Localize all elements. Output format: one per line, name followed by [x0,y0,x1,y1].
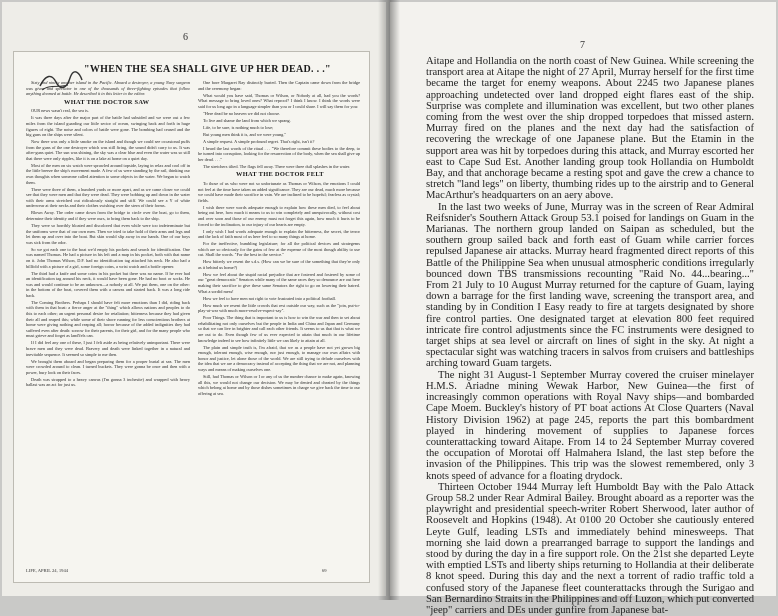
clipping-paragraph: We brought them aboard and began preparing them for a proper burial at sea. The men were crowded around to clean. I turned buckets. They were gonna be once and then with a power, bury look on their faces. [26,358,190,375]
clipping-paragraph: But young men think it is, and we were young." [203,131,287,137]
book-gutter [378,0,400,600]
clipping-paragraph: Blown Away. The order came down from the bridge to circle over the boat, go to them, determine their identity and if they were ours, to bring them back to the ship. [26,210,190,222]
clipping-paragraph: The third had a knife and some coins in his pocket but there was no name. If he ever had an identification tag around his neck, it would have been gone. He had no boot or socks. He was and would continue to be an unknown—a nobody at all. We put them, one on the other: in the bottom of the boat, covered them with a canvas and started back. It was a long ride back. [26,270,190,298]
clipping-paragraph: Poor Things. The thing that is important to us is how to win the war and then to set about rehabilitating not only ourselves but the people in India and China and Japan and Germany so that we can live in brighter and call each other friends. It seems to us that that is what we are out to do. Even though few of us ever expected to attain that much in our lifetime knowledge indeed to see how infinitely little we can likely to attain at all. [198,315,360,343]
clipping-paragraph: "Here dead be no heaven we did not choose. [203,110,281,116]
clipping-paragraph: How bitterly we resent the s.d.s. (How can we be sure of the something that they're only as it behind us home?) [198,259,360,270]
clipping-paragraph: The plain and simple truth is, I'm afraid, that we as a people have not yet grown big enough, tolerant enough, wise enough, nor just enough, to manage our own affairs with honor and justice, let alone those of the world. We are still trying to delude ourselves with the idea that we are a democracy instead of accepting the thing that we are not, and planning ways and means of making ourselves one. [198,344,360,372]
clipping-paragraph: One bore Margaret Ray distinctly buried. Then the Captain came down from the bridge and the ceremony began: [198,80,360,91]
clipping-heading-left: WHAT THE DOCTOR SAW [64,98,150,106]
clipping-title: "WHEN THE SEA SHALL GIVE UP HER DEAD. . ." [84,64,331,75]
right-page-body [426,56,754,616]
clipping-paragraph: How we feel about the stupid racial prejudice that are fostered and fostered by some of our "great democratic" Senators while many of the same races they so denounce are out here making their sacrifice to give these same Senators the right to go on lowering their hatred. What a sordid mess! [198,271,360,294]
paragraph: The night 31 August-1 September Murray covered the cruiser minelayer H.M.S. Ariadne mining Wewak Harbor, New Guinea—the first of increasingly common operations with Royal Navy ships—and bombarded Cape Moem. Buckley's history of PT boat actions At Close Quarters (Naval History Division 1962) at page 245, reports the part this bombardment played in hindering movement of supplies to Japanese forces counterattacking toward Aitape. From 14 to 24 September Murray covered the occupation of Morotai off Halmahera Island, the last step before the invasion of the Philippines. This trip was the slowest remembered, only 3 knots speed of advance for a floating drydock. [426,369,754,482]
clipping-paragraph: How much we resent the little crowds that rest outside our way, such as the "join, put-to-play-at-war with much more-resolve-expect-say". [198,302,360,314]
clipping-paragraph: A simple request. A simple profound regret. That's right, isn't it? [203,138,315,144]
paragraph: Aitape and Hollandia on the north coast of New Guinea. While screening the transport area at Aitape the night of 27 April, Murray herself for the first time became the target for enemy weapons. About 2245 two Japanese planes approaching undetected over land dropped eight flares east of the ship. Surprise was complete and illumination was excellent, but two other planes coming from the west over the ship dropped torpedoes that missed astern. Murray fired on the planes and the next day had the satisfaction of recovering the wreckage of one Japanese plane. But the Etamin in the support area was hit by torpedoes during this attack, and Murray escorted her east to Cape Sud Est. Another landing group took Hollandia on Humboldt Bay, and that anchorage became a resting spot and gave the crew a chance to stretch "land legs" on liberty, thumbing rides up to the airstrip and to General MacArthur's headquarters on an aery above. [426,56,755,202]
clipping-paragraph: I heard the last words of the ritual . . . "We therefore commit these bodies to the deep, to be turned into corruption, looking for the resurrection of the body, when the sea shall give up her dead. . . ." [198,145,360,162]
clipping-paragraph: It was three days after the major part of the battle had subsided and we were out a few miles from the island guarding our little sector of ocean, swinging back and forth in huge figures of eight. The noise and colors of battle were gone. The bombing had ceased and the big guns on the ships were silent. [26,115,190,138]
clipping-paragraph: Still, had Thomas or Wilson or I or any of us the number chance to make again, knowing all this, we would not change our decision. We may be denied and cheated by the things which belong at home and by those dishes sometimes in charge we give back the time to our offering at sea. [198,373,360,396]
clipping-paragraph: I wish there were words adequate enough to explain how these men died, to feel about being out here, how much it means to us to win completely and unequivocally, without cost and over soon and those of our enemy must not forget this again, how much it hurts to be forced to the inclination, to our injury of our hearts are empty. [198,204,360,227]
clipping-paragraph: To those of us who were not so unfortunate as Thomas or Wilson, the emotions I could not feel at the time have taken an added significance. They are our dead, much more because we could have made their sacrifice in vain. We are inclined to be hopeful; fearless as crystal; fields. [198,181,360,203]
clipping-source: LIFE, APRIL 24, 1944 [26,568,69,573]
clipping-heading-right: WHAT THE DOCTOR FELT [236,171,324,179]
clipping-paragraph: How we feel to have men not right to vote frustrated into a political football. [203,295,337,301]
clipping-paragraph: Now there was only a little smoke on the island and though we could see occasional puffs from the guns of the one destroyer which was still firing, the sound didn't carry to us. It was after-guns quiet. The sun was shining, the sky was a clear blue and even the water was so still that there were only ripples, like it is on a lake at home on a quiet day. [26,139,190,161]
clipping-paragraph: To live and shame the land from which we sprang. [203,117,291,123]
clipping-paragraph: There were three of them, a hundred yards or more apart, and as we came closer we could see that they were men and that they were dead. They were bobbing up and down in the water with their arms stretched out ridiculously straight and stiff. We could see a Y of white underwear at their necks and their clothes swishing over the stern of their forms. [26,186,190,209]
clipping-paragraph: Death was strapped to a heavy canvas (I'm gonna 3 inchesite) and wrapped with heavy ballast was an act for just us. [26,376,190,388]
clipping-paragraph: The stretchers tilted. The flags fell away. There were three dull splashes in the water. [203,163,351,169]
clipping-left-body [26,108,190,388]
paragraph: In the last two weeks of June, Murray was in the screen of Rear Admiral Reifsnider's Southern Attack Group 53.1 poised for landings on Guam in the Marianas. The northern group landed on Saipan as scheduled, but the southern group sailed back and forth east of Guam while carrier forces repulsed Japanese air attacks. Murray heard fragmented direct reports of this Battle of the Philippine Sea when unusual atmospheric conditions irregularly bounced down TBS transmissions recounting "Raid No. 44...bearing..." From 21 July to 10 August Murray returned for the capture of Guam, laying down a barrage for the first landing wave, screening the transport area, and standing by in Condition I Easy ready to fire at targets designated by shore fire control parties. One designated target at elevation 800 feet required intricate fire control adjustments since the FC instruments were designed to target ships at sea level or aircraft on lines of sight in the sky. At night a spectacular sight was watching tracers in salvos from cruisers and battleships arching toward Guam targets. [426,201,754,370]
left-page [2,2,386,596]
newspaper-clipping [14,52,369,582]
right-page [390,2,776,616]
paragraph: Thirteen October 1944 Murray left Humboldt Bay with the Palo Attack Group 58.2 under Rear Admiral Bailey. Brought aboard as a reporter was the playwright and presidential speech-writer Robert Sherwood, later author of Roosevelt and Hopkins (1948). At 0100 20 October she cautiously entered Leyte Gulf, leading LSTs and immediately behind minesweeps. That morning she laid down a prearranged barrage to support the landings and stood by during the day in a fire support role. On the 21st she departed Leyte with emptied LSTs and liberty ships returning to Hollandia at their deliberate 8 knot speed. During this day and the next a torrent of radio traffic told a confused story of the Japanese fleet counterattacks through the Surigao and San Bernardino Straits in the Philippines and off Luzon, which put converted "jeep" carriers and DEs under gunfire from Japanese bat- [426,481,754,616]
clipping-page-number: 69 [322,568,327,573]
page-number-right: 7 [580,40,586,51]
clipping-paragraph: The Coming Brothers. Perhaps I should have felt more emotions than I did, riding back with them in that boat: a fierce anger at the "thing" which allows nations and peoples to do this to each other; an urgent personal desire for retaliation; bitterness because they had given their all and reaped this; while some of their shore running for less conscientious brothers at home were giving nothing and reaping all; horror because of the added indignities they had suffered even after death: sorrow for their parents, for their girl, and for the many people who must grieve and forget as land'fels can. [26,299,190,339]
clipping-column-right [198,80,360,566]
clipping-intro: Sixty and ninety another island in the Pacific. Aboard a destroyer, a young Navy surgeon was given and spectator in one of the thousands of three-fighting episodes that follow anything doomed at battle. He described it in this letter to the editor. [26,80,190,97]
clipping-paragraph: What would you have said, Thomas or Wilson, or Nobody at all, had you the words? What message to bring loved ones? What reproof? I think I know. I think the words were said for us long ago in a language simpler than you or I could share. I will say them for you: [198,92,360,109]
page-number-left: 6 [183,32,189,43]
clipping-paragraph: Life, to be sure, is nothing much to lose; [203,124,274,130]
clipping-paragraph: For the ineffective, bumbling legislature; for all the political devices and strategems which are so obviously for the gains of few at the expense of the most though ability to use cut. Shall the words. "For the best in the service." [198,241,360,258]
clipping-paragraph: If I did feel any one of these, I just I felt aside as being relatively unimportant. There were brave men and they were dead. Bravery and death were linked together in a natural and inevitable sequence. It seemed so simple to me then. [26,340,190,357]
clipping-paragraph: I only wish I had words adequate enough to explain the bitterness, the secret, the terror and the lack of faith most of us here feel to so many things at home. [198,228,360,240]
clipping-paragraph: So we got each one to the boat we'd empty his pockets and search for identification. One was named Thomas. He had a picture in his left and a map in his pocket, both with that name on it. John Thomas Wilson, D.F. had no identification tag attached his neck. He also had a billfold with a picture of a girl, some foreign coins, a wrist watch and a bottle opener. [26,246,190,269]
clipping-right-body-a [198,80,360,169]
clipping-paragraph: OUR news wasn't real, the sea is. [31,108,89,114]
clipping-paragraph: They were so horribly bloated and discolored that even while were too indeterminate but the uniforms were that of our own men. Then we tried to take hold of their arms and legs and let them up and over into the boat. But skin would slip away in our hands. One of our boys was sick from the odor. [26,223,190,245]
clipping-right-body-b [198,181,360,396]
clipping-paragraph: Most of the men on six watch were sprawled around topside, laying in relax and cool off in the little breeze the ship's movement made. A few of us were standing by the rail, thinking our own thoughts when someone called attention to some objects in the water. We began to watch them. [26,162,190,185]
clipping-column-left [26,80,190,566]
